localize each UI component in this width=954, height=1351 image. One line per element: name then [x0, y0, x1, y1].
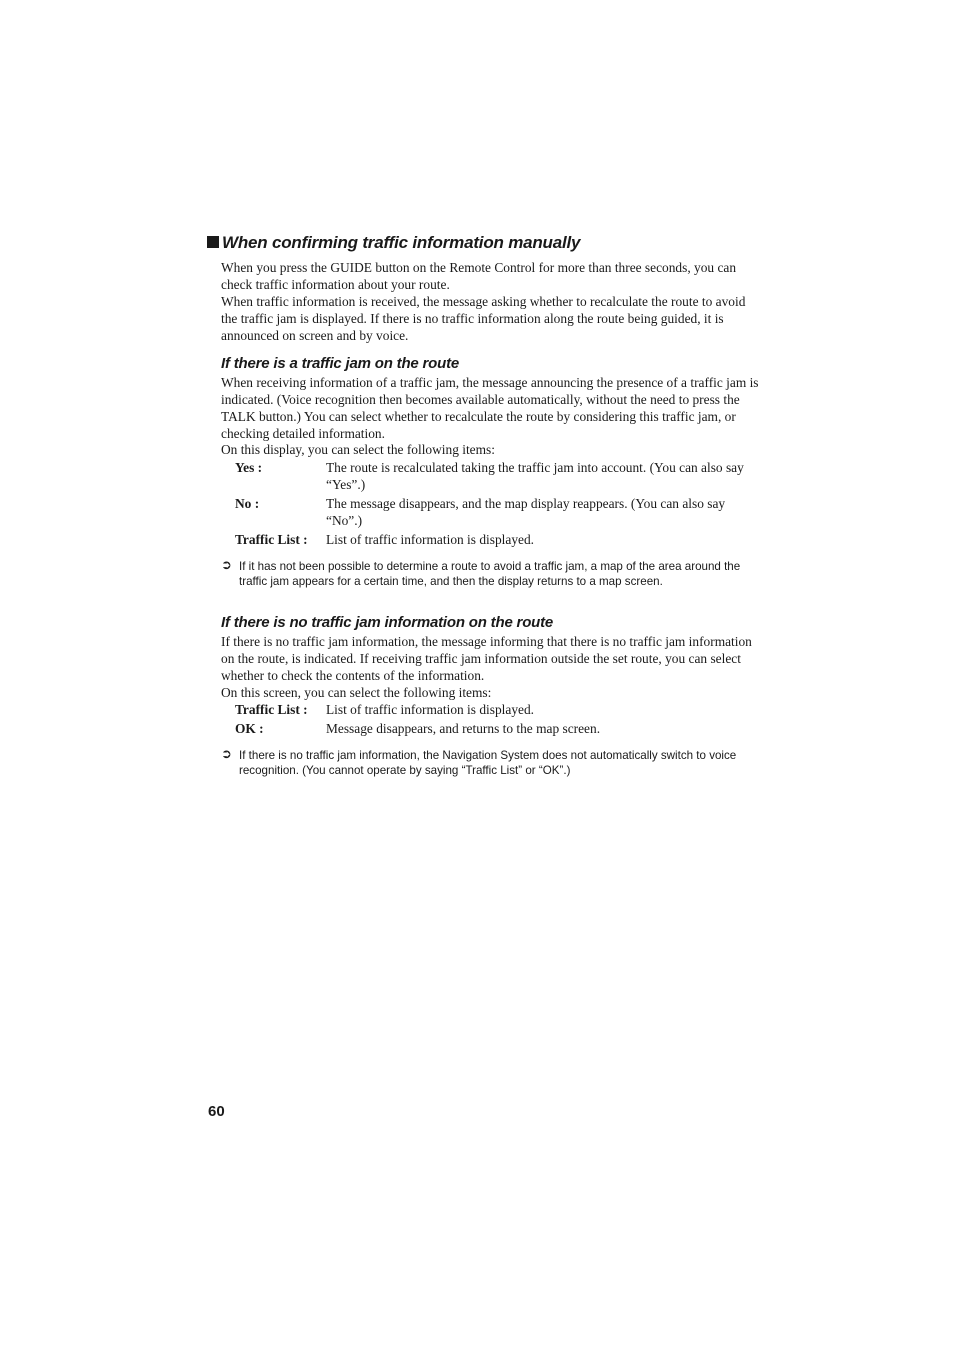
nojam-paragraph: If there is no traffic jam information, the message informing that there is no traffic jam information on the route, is indicated. If receiving traffic jam information outside the set route, you can select whether to check the contents of the information. — [221, 634, 752, 683]
jam-subheading: If there is a traffic jam on the route — [221, 355, 460, 372]
nojam-select-line: On this screen, you can select the following items: — [221, 685, 492, 700]
item-desc: Message disappears, and returns to the map screen. — [326, 721, 601, 736]
jam-note — [221, 560, 761, 589]
section-heading-text: When confirming traffic information manually — [222, 233, 581, 252]
item-term: Yes : — [235, 460, 263, 475]
page-number: 60 — [208, 1103, 225, 1120]
arrow-note-icon: ➲ — [221, 747, 232, 762]
item-desc: The message disappears, and the map display reappears. (You can also say “No”.) — [326, 496, 726, 528]
section-heading — [207, 233, 580, 253]
item-desc: List of traffic information is displayed. — [326, 532, 535, 547]
intro-paragraph-2: When traffic information is received, the message asking whether to recalculate the route to avoid the traffic jam is displayed. If there is no traffic information along the route being guided, it is announced on screen and by voice. — [221, 294, 746, 343]
item-term: No : — [235, 496, 260, 511]
item-desc: List of traffic information is displayed. — [326, 702, 535, 717]
item-term: Traffic List : — [235, 702, 308, 717]
jam-item-yes — [235, 459, 760, 493]
nojam-note-text: If there is no traffic jam information, the Navigation System does not automatically switch to voice recognition. (You cannot operate by saying “Traffic List” or “OK”.) — [239, 749, 737, 777]
jam-item-traffic-list — [235, 531, 760, 548]
square-bullet-icon — [207, 236, 219, 248]
nojam-note — [221, 749, 761, 778]
item-term: OK : — [235, 721, 264, 736]
jam-select-line: On this display, you can select the following items: — [221, 442, 495, 457]
intro-paragraph-1: When you press the GUIDE button on the Remote Control for more than three seconds, you can check traffic information about your route. — [221, 260, 737, 292]
jam-note-text: If it has not been possible to determine a route to avoid a traffic jam, a map of the area around the traffic jam appears for a certain time, and then the display returns to a map screen. — [239, 560, 741, 588]
arrow-note-icon: ➲ — [221, 558, 232, 573]
nojam-item-traffic-list — [235, 701, 760, 718]
nojam-item-ok — [235, 720, 760, 737]
item-desc: The route is recalculated taking the traffic jam into account. (You can also say “Yes”.) — [326, 460, 744, 492]
item-term: Traffic List : — [235, 532, 308, 547]
jam-paragraph: When receiving information of a traffic jam, the message announcing the presence of a traffic jam is indicated. (Voice recognition then becomes available automatically, without the need to press the TALK button.) You can select whether to recalculate the route by considering this traffic jam, or checking detailed information. — [221, 375, 759, 441]
nojam-subheading: If there is no traffic jam information on the route — [221, 614, 554, 631]
jam-item-no — [235, 495, 760, 529]
